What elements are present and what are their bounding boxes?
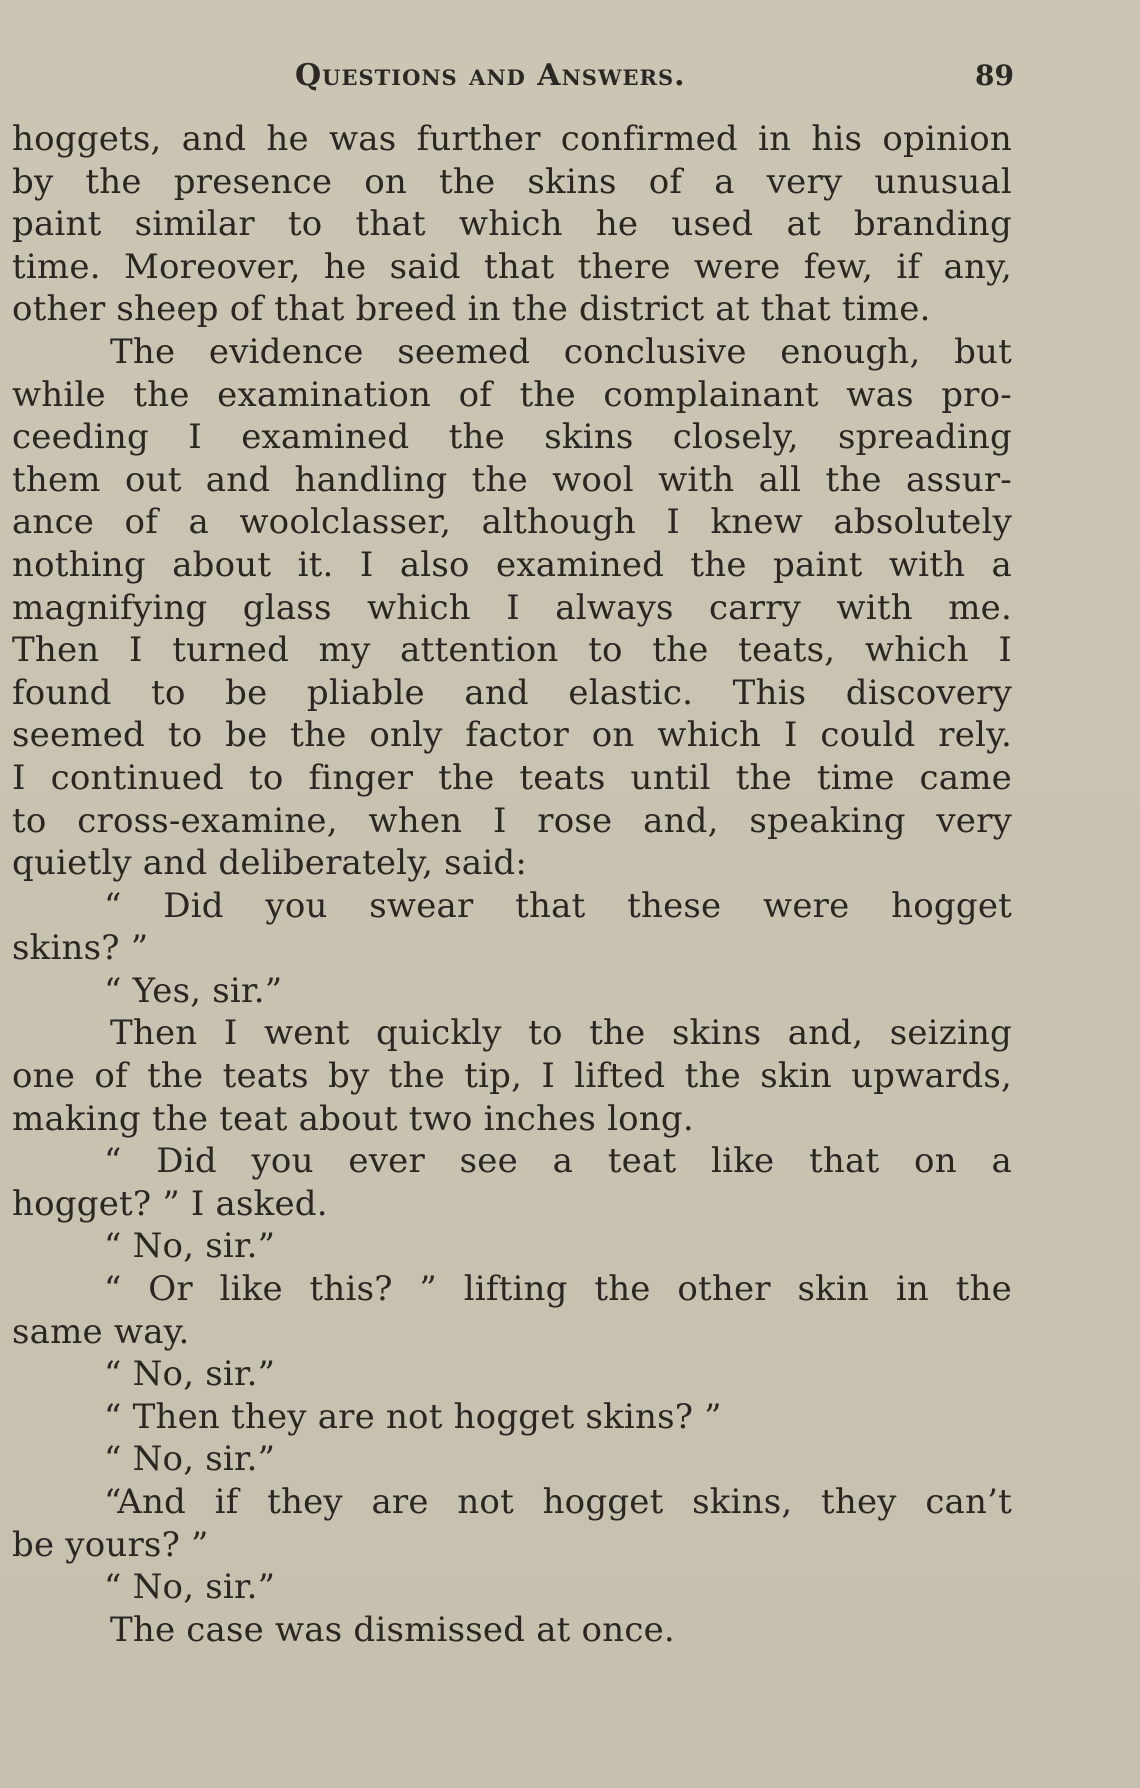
- text-line: “ Did you ever see a teat like that on a: [104, 1141, 1012, 1182]
- text-line: “ No, sir.”: [104, 1226, 276, 1267]
- text-line: “ Did you swear that these were hogget: [104, 885, 1012, 926]
- text-line: nothing about it. I also examined the paint with a: [12, 544, 1012, 585]
- text-line: “ No, sir.”: [104, 1567, 276, 1608]
- text-line: “ No, sir.”: [104, 1354, 276, 1395]
- text-line: hoggets, and he was further confirmed in his opinion: [12, 119, 1012, 159]
- text-line: other sheep of that breed in the district at that time.: [12, 289, 931, 330]
- text-line: them out and handling the wool with all the assur-: [12, 459, 1012, 500]
- text-line: I continued to finger the teats until the time came: [12, 757, 1012, 798]
- text-line: time. Moreover, he said that there were few, if any,: [12, 246, 1012, 287]
- text-line: magnifying glass which I always carry with me.: [12, 587, 1012, 628]
- text-line: Then I turned my attention to the teats, which I: [12, 630, 1012, 671]
- text-line: ance of a woolclasser, although I knew absolutely: [12, 502, 1012, 543]
- running-title: Questions and Answers.: [295, 58, 686, 93]
- text-line: ceeding I examined the skins closely, spreading: [12, 417, 1012, 458]
- text-line: paint similar to that which he used at branding: [12, 204, 1012, 245]
- text-line: one of the teats by the tip, I lifted the skin upwards,: [12, 1056, 1012, 1097]
- text-line: making the teat about two inches long.: [12, 1098, 694, 1139]
- body-text: [12, 118, 1012, 1651]
- text-line: “ No, sir.”: [104, 1439, 276, 1480]
- text-line: Then I went quickly to the skins and, seizing: [110, 1013, 1012, 1054]
- text-line: found to be pliable and elastic. This discovery: [12, 672, 1012, 713]
- page-number: 89: [975, 59, 1014, 92]
- text-line: seemed to be the only factor on which I could rely.: [12, 715, 1012, 756]
- text-line: “ Or like this? ” lifting the other skin in the: [104, 1269, 1012, 1310]
- text-line: The case was dismissed at once.: [110, 1609, 675, 1650]
- text-line: while the examination of the complainant was pro-: [12, 374, 1012, 415]
- text-line: to cross-examine, when I rose and, speaking very: [12, 800, 1012, 841]
- text-line: skins? ”: [12, 928, 149, 969]
- text-line: “ Then they are not hogget skins? ”: [104, 1396, 722, 1437]
- text-line: hogget? ” I asked.: [12, 1183, 328, 1224]
- text-line: be yours? ”: [12, 1524, 209, 1565]
- text-line: by the presence on the skins of a very unusual: [12, 161, 1012, 202]
- running-head: [0, 56, 1140, 100]
- text-line: “ Yes, sir.”: [104, 970, 283, 1011]
- text-line: same way.: [12, 1311, 190, 1352]
- text-line: quietly and deliberately, said:: [12, 843, 527, 884]
- text-line: The evidence seemed conclusive enough, but: [110, 331, 1012, 372]
- text-line: “And if they are not hogget skins, they can’t: [104, 1482, 1012, 1522]
